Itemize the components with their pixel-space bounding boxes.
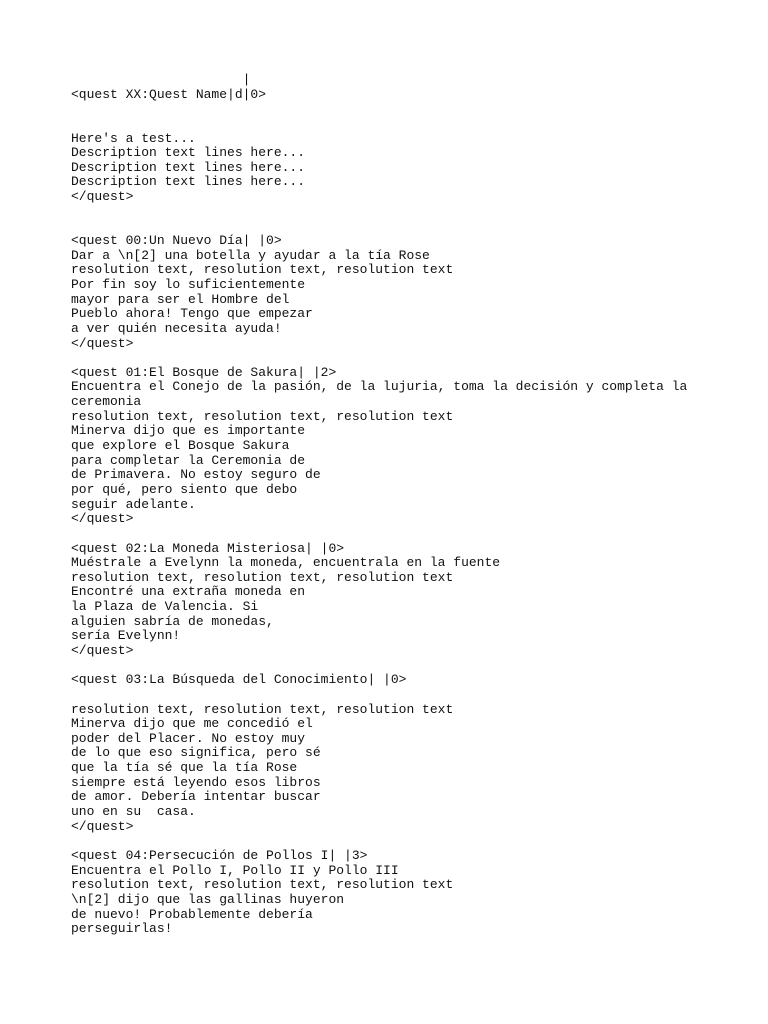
document-line: Here's a test... xyxy=(71,130,196,146)
document-line: la Plaza de Valencia. Si xyxy=(71,599,259,615)
document-line: \n[2] dijo que las gallinas huyeron xyxy=(71,891,345,907)
document-line: Dar a \n[2] una botella y ayudar a la tía Rose xyxy=(71,247,430,263)
document-line: uno en su casa. xyxy=(71,804,196,820)
document-line: Por fin soy lo suficientemente xyxy=(71,276,306,292)
document-line: por qué, pero siento que debo xyxy=(71,481,298,497)
document-line: Description text lines here... xyxy=(71,145,306,161)
document-line: resolution text, resolution text, resolution text xyxy=(71,569,454,585)
document-line xyxy=(71,834,731,849)
document-line: Pueblo ahora! Tengo que empezar xyxy=(71,306,313,322)
document-line: alguien sabría de monedas, xyxy=(71,613,274,629)
document-line: </quest> xyxy=(71,335,134,351)
document-line xyxy=(71,659,731,674)
document-line xyxy=(71,688,731,703)
document-line: resolution text, resolution text, resolution text xyxy=(71,262,454,278)
document-line: </quest> xyxy=(71,511,134,527)
document-line: Description text lines here... xyxy=(71,159,306,175)
document-line: perseguirlas! xyxy=(71,921,173,937)
document-line: | xyxy=(71,72,251,87)
document-line: que explore el Bosque Sakura xyxy=(71,438,290,454)
document-line: ceremonia xyxy=(71,394,142,410)
document-line: seguir adelante. xyxy=(71,496,196,512)
document-line xyxy=(71,219,731,234)
document-line: poder del Placer. No estoy muy xyxy=(71,730,306,746)
document-line: resolution text, resolution text, resolution text xyxy=(71,408,454,424)
document-line: Muéstrale a Evelynn la moneda, encuentrala en la fuente xyxy=(71,555,501,571)
document-line: Description text lines here... xyxy=(71,174,306,190)
document-line xyxy=(71,117,731,132)
document-line: <quest 02:La Moneda Misteriosa| |0> xyxy=(71,540,345,556)
document-line: </quest> xyxy=(71,189,134,205)
document-line xyxy=(71,102,731,117)
document-line: para completar la Ceremonia de xyxy=(71,452,306,468)
document-line: de amor. Debería intentar buscar xyxy=(71,789,321,805)
document-line: de nuevo! Probablemente debería xyxy=(71,906,313,922)
document-line xyxy=(71,351,731,366)
document-line: <quest 03:La Búsqueda del Conocimiento| |0> xyxy=(71,672,407,688)
document-line: que la tía sé que la tía Rose xyxy=(71,760,298,776)
document-line: <quest XX:Quest Name|d|0> xyxy=(71,86,267,102)
document-line: Encuentra el Pollo I, Pollo II y Pollo III xyxy=(71,862,399,878)
document-line: Encontré una extraña moneda en xyxy=(71,584,306,600)
document-line: <quest 01:El Bosque de Sakura| |2> xyxy=(71,364,337,380)
document-line: Minerva dijo que me concedió el xyxy=(71,716,313,732)
document-line: </quest> xyxy=(71,642,134,658)
document-line: resolution text, resolution text, resolution text xyxy=(71,877,454,893)
document-line: siempre está leyendo esos libros xyxy=(71,774,321,790)
document-line: </quest> xyxy=(71,818,134,834)
document-line xyxy=(71,205,731,220)
document-line: Minerva dijo que es importante xyxy=(71,423,306,439)
document-line: Encuentra el Conejo de la pasión, de la lujuria, toma la decisión y completa la xyxy=(71,379,688,395)
document-line: <quest 04:Persecución de Pollos I| |3> xyxy=(71,847,368,863)
document-line: de Primavera. No estoy seguro de xyxy=(71,467,321,483)
document-line: mayor para ser el Hombre del xyxy=(71,291,290,307)
document-line: a ver quién necesita ayuda! xyxy=(71,320,282,336)
document-line: resolution text, resolution text, resolution text xyxy=(71,701,454,717)
document-line: <quest 00:Un Nuevo Día| |0> xyxy=(71,233,282,249)
document-line xyxy=(71,527,731,542)
document-body xyxy=(71,73,731,937)
document-line: de lo que eso significa, pero sé xyxy=(71,745,321,761)
document-line: sería Evelynn! xyxy=(71,628,181,644)
